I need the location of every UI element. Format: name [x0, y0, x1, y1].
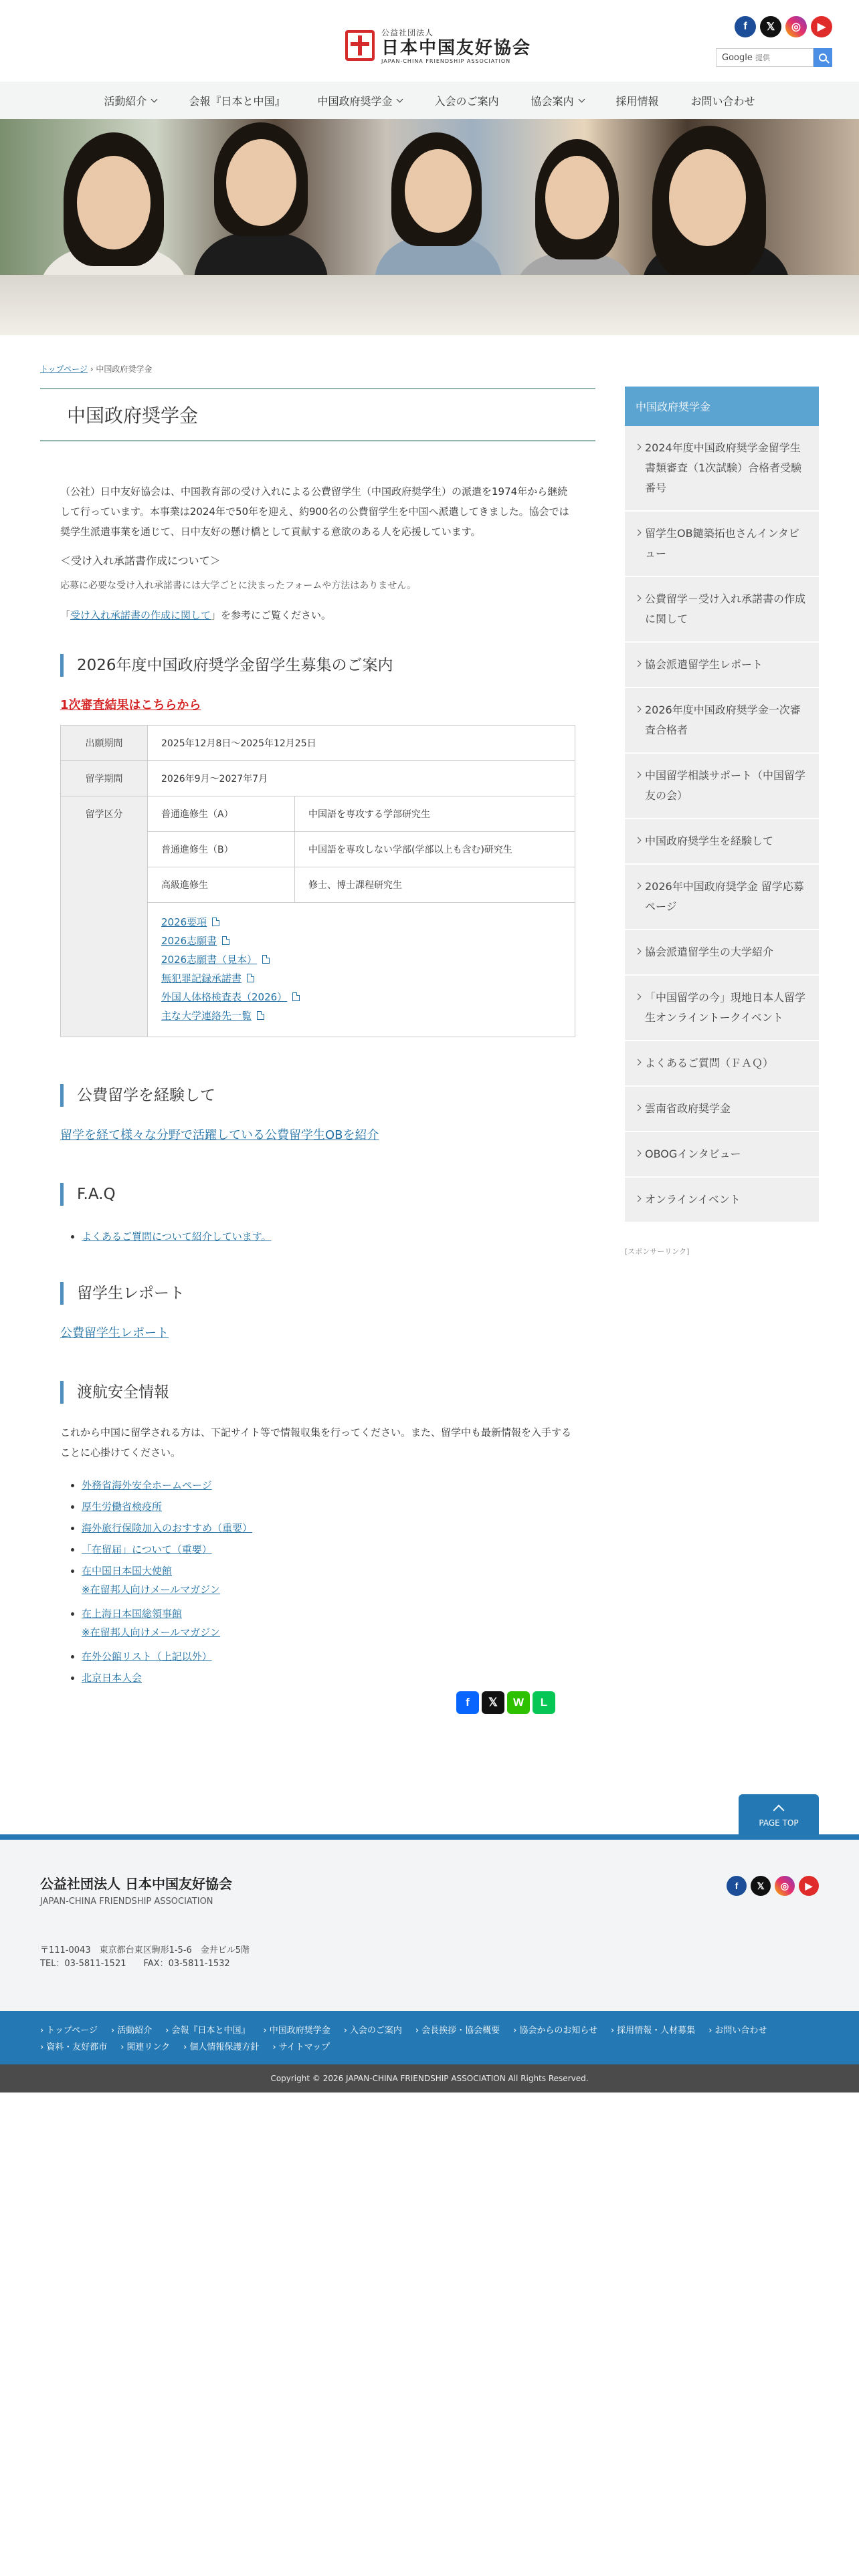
footer-link[interactable]: › 入会のご案内 — [344, 2023, 402, 2036]
sidebar-item[interactable]: 留学生OB鑓築拓也さんインタビュー — [625, 512, 819, 577]
instagram-icon[interactable]: ◎ — [775, 1876, 795, 1896]
nav-item-contact[interactable]: お問い合わせ — [690, 94, 755, 108]
doc-link[interactable]: 外国人体格検査表（2026） — [161, 991, 288, 1003]
acceptance-note: 応募に必要な受け入れ承諾書には大学ごとに決まったフォームや方法はありません。 — [60, 580, 417, 591]
sidebar — [625, 363, 819, 1741]
footer-link[interactable]: › 関連リンク — [120, 2040, 170, 2052]
page-title: 中国政府奨学金 — [67, 405, 199, 427]
list-item: • 海外旅行保険加入のおすすめ（重要） — [82, 1517, 575, 1539]
recruit-heading: 2026年度中国政府奨学金留学生募集のご案内 — [60, 654, 575, 677]
table-row: 高級進修生 修士、博士課程研究生 — [61, 867, 575, 903]
footer-link[interactable]: › 活動紹介 — [111, 2023, 152, 2036]
report-section — [40, 1282, 595, 1341]
page-top-button[interactable]: PAGE TOP — [739, 1794, 819, 1834]
experience-link[interactable]: 留学を経て様々な分野で活躍している公費留学生OBを紹介 — [60, 1128, 379, 1142]
recruit-table — [60, 725, 575, 1037]
pdf-icon — [257, 1011, 264, 1020]
experience-section — [40, 1084, 595, 1143]
list-item: • 厚生労働省検疫所 — [82, 1496, 575, 1517]
nav-item-scholarship[interactable]: 中国政府奨学金 — [301, 93, 418, 108]
x-icon[interactable]: 𝕏 — [760, 16, 781, 37]
copyright: Copyright © 2026 JAPAN-CHINA FRIENDSHIP ASSOCIATION All Rights Reserved. — [0, 2064, 859, 2092]
doc-link[interactable]: 2026志願書（見本） — [161, 954, 258, 966]
table-row: 普通進修生（B） 中国語を専攻しない学部(学部以上も含む)研究生 — [61, 832, 575, 867]
x-share-icon[interactable]: 𝕏 — [482, 1691, 504, 1714]
report-heading: 留学生レポート — [60, 1282, 575, 1305]
first-result-link[interactable]: 1次審査結果はこちらから — [60, 698, 201, 712]
experience-heading: 公費留学を経験して — [60, 1084, 575, 1107]
recruit-section — [40, 654, 595, 1037]
site-search — [716, 48, 832, 67]
share-buttons — [60, 1691, 575, 1714]
logo-subtitle: 公益社団法人 — [381, 28, 434, 37]
facebook-share-icon[interactable]: f — [456, 1691, 479, 1714]
x-icon[interactable]: 𝕏 — [751, 1876, 771, 1896]
nav-item-membership[interactable]: 入会のご案内 — [434, 94, 499, 108]
sidebar-item[interactable]: 中国留学相談サポート（中国留学友の会） — [625, 754, 819, 819]
arrow-up-icon — [773, 1805, 785, 1816]
site-header — [0, 0, 859, 82]
pdf-icon — [292, 992, 300, 1001]
pdf-icon — [262, 955, 270, 964]
list-item: • 外務省海外安全ホームページ — [82, 1475, 575, 1496]
sidebar-item[interactable]: 2026年度中国政府奨学金一次審査合格者 — [625, 688, 819, 754]
sidebar-item[interactable]: 2024年度中国政府奨学金留学生 書類審査（1次試験）合格者受験番号 — [625, 426, 819, 512]
intro-text: （公社）日中友好協会は、中国教育部の受け入れによる公費留学生（中国政府奨学生）の派遣を1974年から継続して行っています。本事業は2024年で50年を迎え、約900名の公費留学生を中国へ派遣してきました。協会では奨学生派遣事業を通じて、日中友好の懸け橋として貢献する意欲のある人を応援しています。 — [60, 486, 569, 538]
doc-link[interactable]: 無犯罪記録承諾書 — [161, 972, 242, 984]
search-button[interactable] — [814, 48, 832, 67]
list-item: • 在外公館リスト（上記以外） — [82, 1646, 575, 1667]
sidebar-item[interactable]: 雲南省政府奨学金 — [625, 1087, 819, 1132]
nav-item-recruit[interactable]: 採用情報 — [615, 94, 659, 108]
safety-heading: 渡航安全情報 — [60, 1381, 575, 1404]
table-row: 留学区分 普通進修生（A） 中国語を専攻する学部研究生 — [61, 796, 575, 832]
faq-section — [40, 1183, 595, 1249]
pdf-icon — [247, 974, 254, 982]
footer-nav — [0, 2011, 859, 2064]
facebook-icon[interactable]: f — [735, 16, 756, 37]
chevron-down-icon — [151, 96, 158, 102]
breadcrumb-current: 中国政府奨学金 — [96, 364, 153, 374]
sidebar-item[interactable]: 公費留学－受け入れ承諾書の作成に関して — [625, 577, 819, 643]
safety-intro: これから中国に留学される方は、下記サイト等で情報収集を行ってください。また、留学中も最新情報を入手することに心掛けてください。 — [60, 1426, 571, 1459]
list-item: • 北京日本人会 — [82, 1667, 575, 1689]
pdf-icon — [212, 918, 219, 926]
footer-link[interactable]: › 会長挨拶・協会概要 — [415, 2023, 500, 2036]
sidebar-item[interactable]: 中国政府奨学生を経験して — [625, 819, 819, 865]
main-content — [40, 363, 595, 1741]
main-nav — [0, 82, 859, 119]
footer-address: 〒111-0043 東京都台東区駒形1-5-6 金井ビル5階 TEL：03-5811-1521 FAX：03-5811-1532 — [40, 1945, 250, 1969]
footer-link[interactable]: › 採用情報・人材募集 — [611, 2023, 695, 2036]
acceptance-heading: ＜受け入れ承諾書作成について＞ — [60, 554, 221, 567]
acceptance-link[interactable]: 受け入れ承諾書の作成に関して — [70, 609, 211, 621]
hero-image — [0, 119, 859, 335]
sidebar-menu — [625, 426, 819, 1223]
sidebar-item[interactable]: 協会派遣留学生レポート — [625, 643, 819, 688]
footer-link[interactable]: › 個人情報保護方針 — [183, 2040, 259, 2052]
wechat-share-icon[interactable]: W — [507, 1691, 530, 1714]
facebook-icon[interactable]: f — [727, 1876, 747, 1896]
sidebar-item[interactable]: OBOGインタビュー — [625, 1132, 819, 1178]
chevron-down-icon — [397, 96, 403, 102]
table-row: 留学期間 2026年9月〜2027年7月 — [61, 761, 575, 796]
chevron-down-icon — [578, 96, 585, 102]
footer-org-name: 公益社団法人 日本中国友好協会 — [40, 1876, 232, 1892]
line-share-icon[interactable]: L — [533, 1691, 555, 1714]
footer-org-english: JAPAN-CHINA FRIENDSHIP ASSOCIATION — [40, 1897, 213, 1907]
doc-link[interactable]: 主な大学連絡先一覧 — [161, 1010, 252, 1022]
list-item: • 在上海日本国総領事館 ※在留邦人向けメールマガジン — [82, 1603, 575, 1640]
table-row: 出願期間 2025年12月8日〜2025年12月25日 — [61, 726, 575, 761]
logo-mark-icon — [345, 30, 375, 61]
footer-link[interactable]: › トップページ — [40, 2023, 98, 2036]
faq-heading: F.A.Q — [60, 1183, 575, 1206]
sidebar-heading: 中国政府奨学金 — [625, 387, 819, 426]
document-links — [161, 914, 561, 1026]
list-item: • 「在留届」について（重要） — [82, 1539, 575, 1560]
sidebar-item[interactable]: よくあるご質問（ＦＡＱ） — [625, 1041, 819, 1087]
footer-link[interactable]: › 中国政府奨学金 — [263, 2023, 330, 2036]
instagram-icon[interactable]: ◎ — [785, 16, 807, 37]
acceptance-reference: 「受け入れ承諾書の作成に関して」を参考にご覧ください。 — [60, 609, 332, 621]
report-link[interactable]: 公費留学生レポート — [60, 1326, 169, 1340]
footer-link[interactable]: › 協会からのお知らせ — [513, 2023, 597, 2036]
list-item: • 在中国日本国大使館 ※在留邦人向けメールマガジン — [82, 1560, 575, 1598]
nav-item-about[interactable]: 協会案内 — [515, 93, 600, 108]
breadcrumb: トップページ › 中国政府奨学金 — [40, 364, 153, 374]
sidebar-item[interactable]: オンラインイベント — [625, 1178, 819, 1223]
pdf-icon — [222, 936, 229, 945]
logo-title: 日本中国友好協会 — [381, 38, 532, 58]
nav-item-bulletin[interactable]: 会報『日本と中国』 — [189, 94, 286, 108]
sidebar-item[interactable]: 協会派遣留学生の大学紹介 — [625, 930, 819, 976]
footer-link[interactable]: › 資料・友好都市 — [40, 2040, 107, 2052]
sidebar-item[interactable]: 「中国留学の今」現地日本人留学生オンライントークイベント — [625, 976, 819, 1041]
breadcrumb-home-link[interactable]: トップページ — [40, 364, 88, 374]
sidebar-item[interactable]: 2026年中国政府奨学金 留学応募ページ — [625, 865, 819, 930]
youtube-icon[interactable]: ▶ — [799, 1876, 819, 1896]
footer-link[interactable]: › 会報『日本と中国』 — [165, 2023, 250, 2036]
footer-link[interactable]: › お問い合わせ — [708, 2023, 767, 2036]
logo-english: JAPAN-CHINA FRIENDSHIP ASSOCIATION — [381, 58, 511, 64]
search-icon — [819, 53, 827, 62]
search-placeholder: 提供 — [755, 53, 770, 62]
doc-link[interactable]: 2026志願書 — [161, 935, 217, 947]
nav-item-activities[interactable]: 活動紹介 — [88, 93, 173, 108]
faq-link[interactable]: よくあるご質問について紹介しています。 — [82, 1230, 272, 1243]
search-input[interactable] — [716, 48, 814, 67]
doc-link[interactable]: 2026要項 — [161, 916, 207, 928]
site-logo[interactable] — [345, 27, 531, 64]
site-footer — [0, 1834, 859, 2011]
header-social-links — [735, 16, 832, 37]
footer-social-links — [727, 1876, 819, 1896]
footer-link[interactable]: › サイトマップ — [272, 2040, 330, 2052]
youtube-icon[interactable]: ▶ — [811, 16, 832, 37]
search-brand: Google — [722, 52, 753, 63]
safety-links — [60, 1475, 575, 1689]
safety-section — [40, 1381, 595, 1714]
sponsor-label: [スポンサーリンク] — [625, 1247, 690, 1256]
